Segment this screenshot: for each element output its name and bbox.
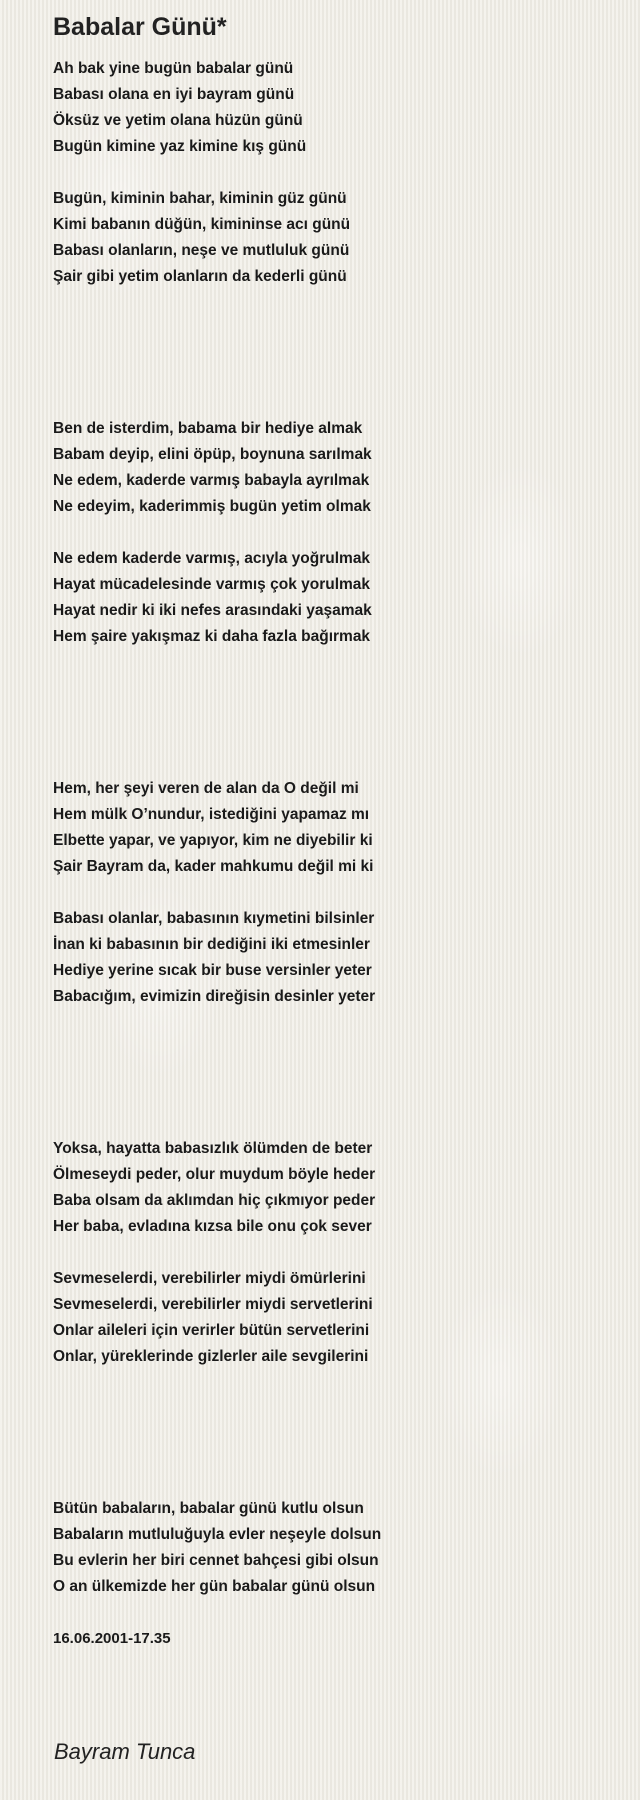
poem-line: Onlar, yüreklerinde gizlerler aile sevgilerini: [53, 1348, 369, 1365]
author-name: Bayram Tunca: [54, 1739, 196, 1764]
stanza-2: [53, 186, 613, 290]
poem-line: Hem mülk O’nundur, istediğini yapamaz mı: [53, 806, 370, 823]
stanza-spacer: [53, 160, 613, 186]
stanza-spacer: [53, 1240, 613, 1266]
poem-container: [53, 10, 613, 1652]
stanza-9: [53, 1496, 613, 1600]
stanza-4: [53, 546, 613, 650]
poem-line: Sevmeselerdi, verebilirler miydi ömürlerini: [53, 1270, 366, 1287]
poem-line: O an ülkemizde her gün babalar günü olsun: [53, 1578, 376, 1595]
poem-line: İnan ki babasının bir dediğini iki etmesinler: [53, 936, 370, 953]
poem-line: Şair Bayram da, kader mahkumu değil mi ki: [53, 858, 374, 875]
stanza-spacer: [53, 520, 613, 546]
poem-line: Sevmeselerdi, verebilirler miydi servetlerini: [53, 1296, 373, 1313]
poem-line: Yoksa, hayatta babasızlık ölümden de beter: [53, 1140, 373, 1157]
poem-line: Ben de isterdim, babama bir hediye almak: [53, 420, 363, 437]
stanza-5: [53, 776, 613, 880]
poem-line: Ne edem, kaderde varmış babayla ayrılmak: [53, 472, 370, 489]
poem-line: Babası olanlar, babasının kıymetini bilsinler: [53, 910, 375, 927]
poem-line: Hayat mücadelesinde varmış çok yorulmak: [53, 576, 371, 593]
poem-line: Hem, her şeyi veren de alan da O değil mi: [53, 780, 359, 797]
stanza-3: [53, 416, 613, 520]
poem-line: Elbette yapar, ve yapıyor, kim ne diyebilir ki: [53, 832, 373, 849]
stanza-8: [53, 1266, 613, 1370]
poem-line: Her baba, evladına kızsa bile onu çok sever: [53, 1218, 372, 1235]
poem-line: Bu evlerin her biri cennet bahçesi gibi olsun: [53, 1552, 379, 1569]
poem-line: Şair gibi yetim olanların da kederli günü: [53, 268, 347, 285]
poem-line: Ah bak yine bugün babalar günü: [53, 60, 294, 77]
section-spacer: [53, 1370, 613, 1496]
poem-line: Ne edeyim, kaderimmiş bugün yetim olmak: [53, 498, 371, 515]
stanza-1: [53, 56, 613, 160]
poem-line: Ne edem kaderde varmış, acıyla yoğrulmak: [53, 550, 371, 567]
poem-line: Bütün babaların, babalar günü kutlu olsun: [53, 1500, 364, 1517]
poem-line: Hayat nedir ki iki nefes arasındaki yaşamak: [53, 602, 372, 619]
poem-line: Bugün kimine yaz kimine kış günü: [53, 138, 307, 155]
stanza-6: [53, 906, 613, 1010]
section-spacer: [53, 650, 613, 776]
poem-line: Babaların mutluluğuyla evler neşeyle dolsun: [53, 1526, 382, 1543]
poem-line: Ölmeseydi peder, olur muydum böyle heder: [53, 1166, 376, 1183]
poem-title: Babalar Günü*: [53, 13, 227, 41]
poem-line: Hem şaire yakışmaz ki daha fazla bağırmak: [53, 628, 371, 645]
stanza-spacer: [53, 1600, 613, 1626]
poem-line: Baba olsam da aklımdan hiç çıkmıyor peder: [53, 1192, 376, 1209]
poem-date: 16.06.2001-17.35: [53, 1630, 171, 1647]
stanza-7: [53, 1136, 613, 1240]
poem-line: Babam deyip, elini öpüp, boynuna sarılmak: [53, 446, 372, 463]
poem-line: Bugün, kiminin bahar, kiminin güz günü: [53, 190, 347, 207]
poem-line: Babası olanların, neşe ve mutluluk günü: [53, 242, 350, 259]
poem-line: Babacığım, evimizin direğisin desinler yeter: [53, 988, 376, 1005]
section-spacer: [53, 290, 613, 416]
poem-line: Öksüz ve yetim olana hüzün günü: [53, 112, 303, 129]
stanza-spacer: [53, 880, 613, 906]
poem-line: Kimi babanın düğün, kimininse acı günü: [53, 216, 351, 233]
poem-line: Babası olana en iyi bayram günü: [53, 86, 295, 103]
section-spacer: [53, 1010, 613, 1136]
poem-line: Hediye yerine sıcak bir buse versinler yeter: [53, 962, 372, 979]
poem-line: Onlar aileleri için verirler bütün servetlerini: [53, 1322, 370, 1339]
